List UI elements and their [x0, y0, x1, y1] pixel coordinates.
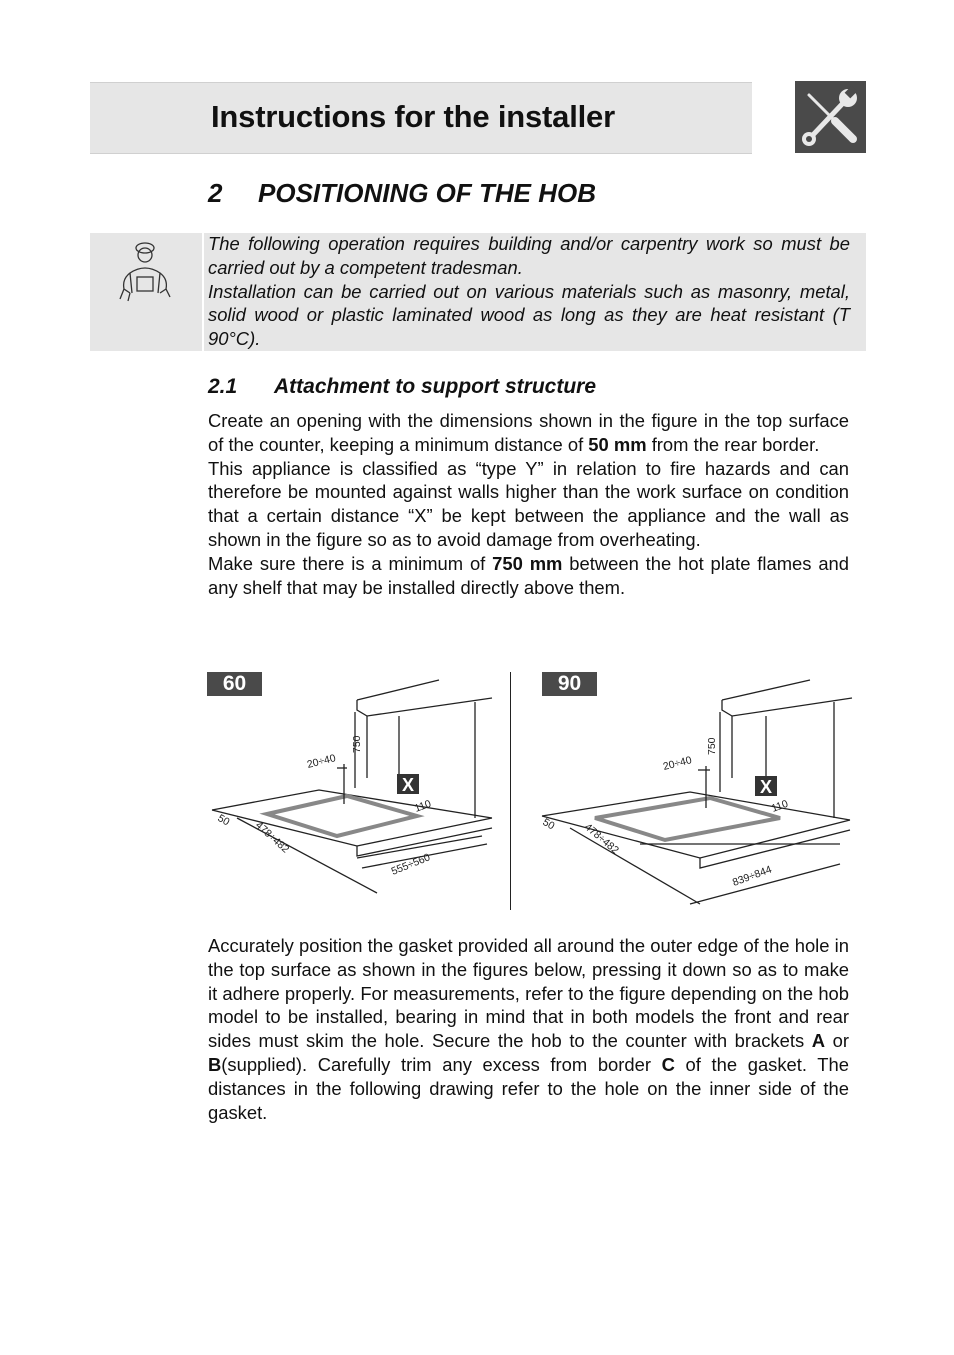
dim-gap-label: 20÷40	[661, 754, 693, 773]
dim-height-label: 750	[706, 737, 718, 755]
text-run: of the gasket. The distances in the following drawing refer to the hole on the inner side of the gasket.	[208, 1053, 849, 1123]
figure-hob-90	[540, 668, 854, 913]
text-run: Accurately position the gasket provided all around the outer edge of the hole in the top surface as shown in the figures below, pressing it down so as to make it adhere properly. For measurements, refer to the figure depending on the hob model to be installed, bearing in mind that in both models the front and rear sides must skim the hole. Secure the hob to the counter with brackets	[208, 935, 849, 1052]
dim-depth-label: 478÷482	[252, 819, 292, 856]
dim-rear-label: 50	[540, 816, 557, 833]
text-run: (supplied). Carefully trim any excess from border	[221, 1053, 662, 1075]
note-text	[208, 232, 850, 351]
subsection-heading	[208, 375, 596, 399]
text-bold: 50 mm	[588, 433, 647, 455]
paragraph	[208, 934, 849, 1124]
note-icon-panel	[90, 233, 202, 351]
dim-width-label: 555÷560	[389, 851, 432, 878]
tradesman-icon	[90, 233, 202, 351]
text-run: or	[825, 1030, 849, 1052]
note-line: The following operation requires building and/or carpentry work so must be carried out by a competent tradesman.	[208, 233, 850, 278]
figure-hob-60	[207, 668, 497, 913]
text-run: from the rear border.	[646, 433, 820, 455]
x-marker-label: X	[760, 777, 773, 797]
dim-height-label: 750	[351, 735, 363, 753]
dim-side-label: 110	[769, 797, 790, 815]
paragraph	[208, 552, 849, 600]
dim-depth-label: 478÷482	[582, 821, 622, 857]
paragraph	[208, 409, 849, 457]
dim-rear-label: 50	[215, 812, 232, 829]
section-title: POSITIONING OF THE HOB	[258, 178, 597, 208]
wrench-screwdriver-icon	[795, 81, 866, 153]
subsection-title: Attachment to support structure	[274, 375, 597, 398]
note-line: Installation can be carried out on various materials such as masonry, metal, solid wood or plastic laminated wood as long as they are heat resistant (T 90°C).	[208, 280, 850, 350]
text-bold: 750 mm	[492, 552, 563, 574]
body-text-block	[208, 409, 849, 599]
dim-gap-label: 20÷40	[305, 752, 337, 771]
dim-width-label: 839÷844	[730, 863, 774, 889]
body-text-block	[208, 934, 849, 1124]
section-number: 2	[208, 178, 223, 208]
model-tag: 60	[207, 672, 262, 696]
text-run: Create an opening with the dimensions shown in the figure in the top surface of the counter, keeping a minimum distance of	[208, 410, 849, 455]
text-run: between the hot plate flames and any shelf that may be installed directly above them.	[208, 552, 849, 598]
text-bold: B	[208, 1053, 222, 1075]
dim-side-label: 110	[412, 797, 433, 815]
figure-divider	[510, 672, 511, 910]
text-bold: A	[811, 1030, 826, 1052]
text-bold: C	[661, 1053, 675, 1075]
model-tag: 90	[542, 672, 597, 696]
paragraph: This appliance is classified as “type Y” in relation to fire hazards and can therefore be mounted against walls higher than the work surface on condition that a certain distance “X” be kept between the appliance and the wall as shown in the figure so as to avoid damage from overheating.	[208, 457, 849, 550]
text-run: Make sure there is a minimum of	[208, 552, 493, 574]
section-heading	[208, 178, 596, 209]
subsection-number: 2.1	[208, 375, 238, 398]
page-title: Instructions for the installer	[211, 99, 615, 134]
x-marker-label: X	[402, 775, 415, 795]
